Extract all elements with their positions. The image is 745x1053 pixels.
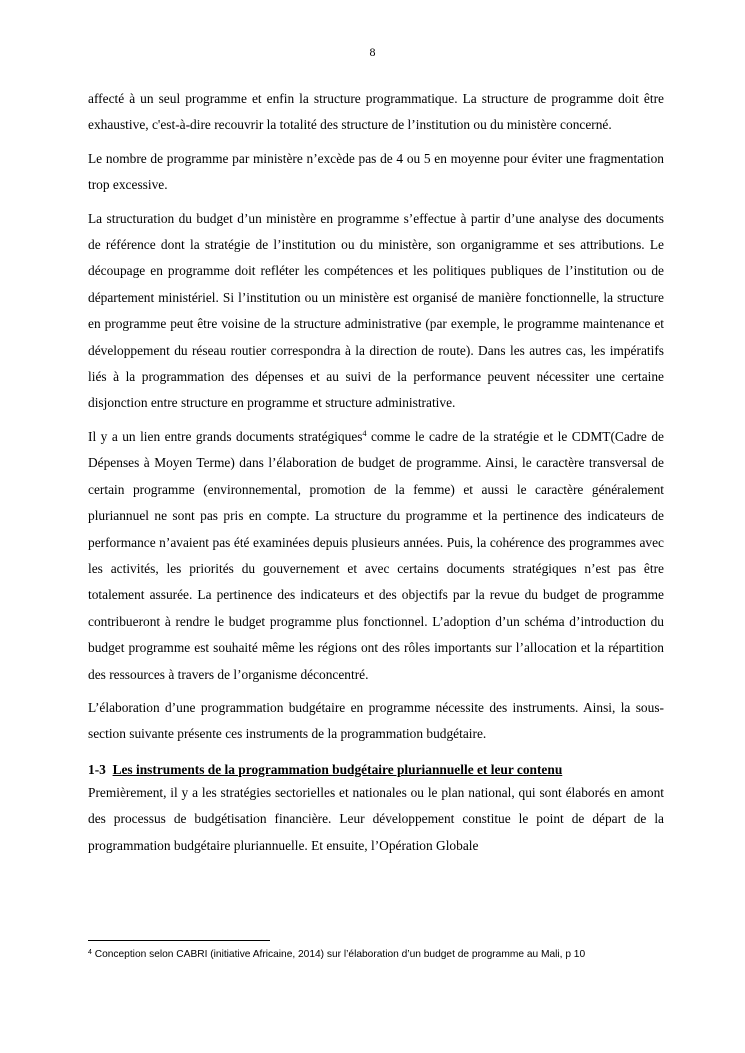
paragraph-4-text-a: Il y a un lien entre grands documents stratégiques [88, 428, 363, 444]
footnote [88, 948, 678, 962]
paragraph-4 [88, 424, 664, 688]
paragraph-2: Le nombre de programme par ministère n’excède pas de 4 ou 5 en moyenne pour éviter une fragmentation trop excessive. [88, 150, 664, 193]
footnote-number: 4 [88, 949, 92, 956]
paragraph-4-text-b: comme le cadre de la stratégie et le CDMT(Cadre de Dépenses à Moyen Terme) dans l’élaboration de budget de programme. Ainsi, le caractère transversal de certain programme (environnemental, promotion de la femme) et aussi le caractère généralement pluriannuel ne sont pas pris en compte. La structure du programme et la pertinence des indicateurs de performance n’avaient pas été examinées depuis plusieurs années. Puis, la cohérence des programmes avec les activités, les priorités du gouvernement et avec certains documents stratégiques n’est pas être totalement assurée. La pertinence des indicateurs et des objectifs par la revue du budget de programme contribueront à rendre le budget programme plus fonctionnel. L’adoption d’un schéma d’introduction du budget programme est souhaité même les régions ont des rôles importants sur l’allocation et la répartition des ressources à travers de l’organisme déconcentré. [88, 428, 664, 682]
page-number: 8 [369, 45, 376, 59]
footnote-divider [88, 940, 270, 941]
section-title: Les instruments de la programmation budgétaire pluriannuelle et leur contenu [112, 761, 563, 777]
footnote-text: Conception selon CABRI (initiative Africaine, 2014) sur l’élaboration d’un budget de programme au Mali, p 10 [91, 949, 586, 960]
section-paragraph: Premièrement, il y a les stratégies sectorielles et nationales ou le plan national, qui sont élaborés en amont des processus de budgétisation financière. Leur développement constitue le point de départ de la programmation budgétaire pluriannuelle. Et ensuite, l’Opération Globale [88, 784, 664, 853]
section-number: 1-3 [88, 761, 106, 777]
section-heading [88, 760, 664, 780]
body-text [88, 86, 664, 866]
footnote-reference[interactable]: 4 [362, 428, 367, 438]
paragraph-1: affecté à un seul programme et enfin la structure programmatique. La structure de programme doit être exhaustive, c'est-à-dire recouvrir la totalité des structure de l’institution ou du ministère concerné. [88, 91, 664, 133]
paragraph-3: La structuration du budget d’un ministère en programme s’effectue à partir d’une analyse des documents de référence dont la stratégie de l’institution ou du ministère, son organigramme et ses attributions. Le découpage en programme doit refléter les compétences et les politiques publiques de l’institution ou de département ministériel. Si l’institution ou un ministère est organisé de manière fonctionnelle, la structure en programme peut être voisine de la structure administrative (par exemple, le programme maintenance et développement du réseau routier correspondra à la direction de route). Dans les autres cas, les impératifs liés à la programmation des dépenses et au suivi de la performance peuvent nécessiter une certaine disjonction entre structure en programme et structure administrative. [88, 210, 664, 411]
paragraph-5: L’élaboration d’une programmation budgétaire en programme nécessite des instruments. Ainsi, la sous-section suivante présente ces instruments de la programmation budgétaire. [88, 699, 664, 742]
